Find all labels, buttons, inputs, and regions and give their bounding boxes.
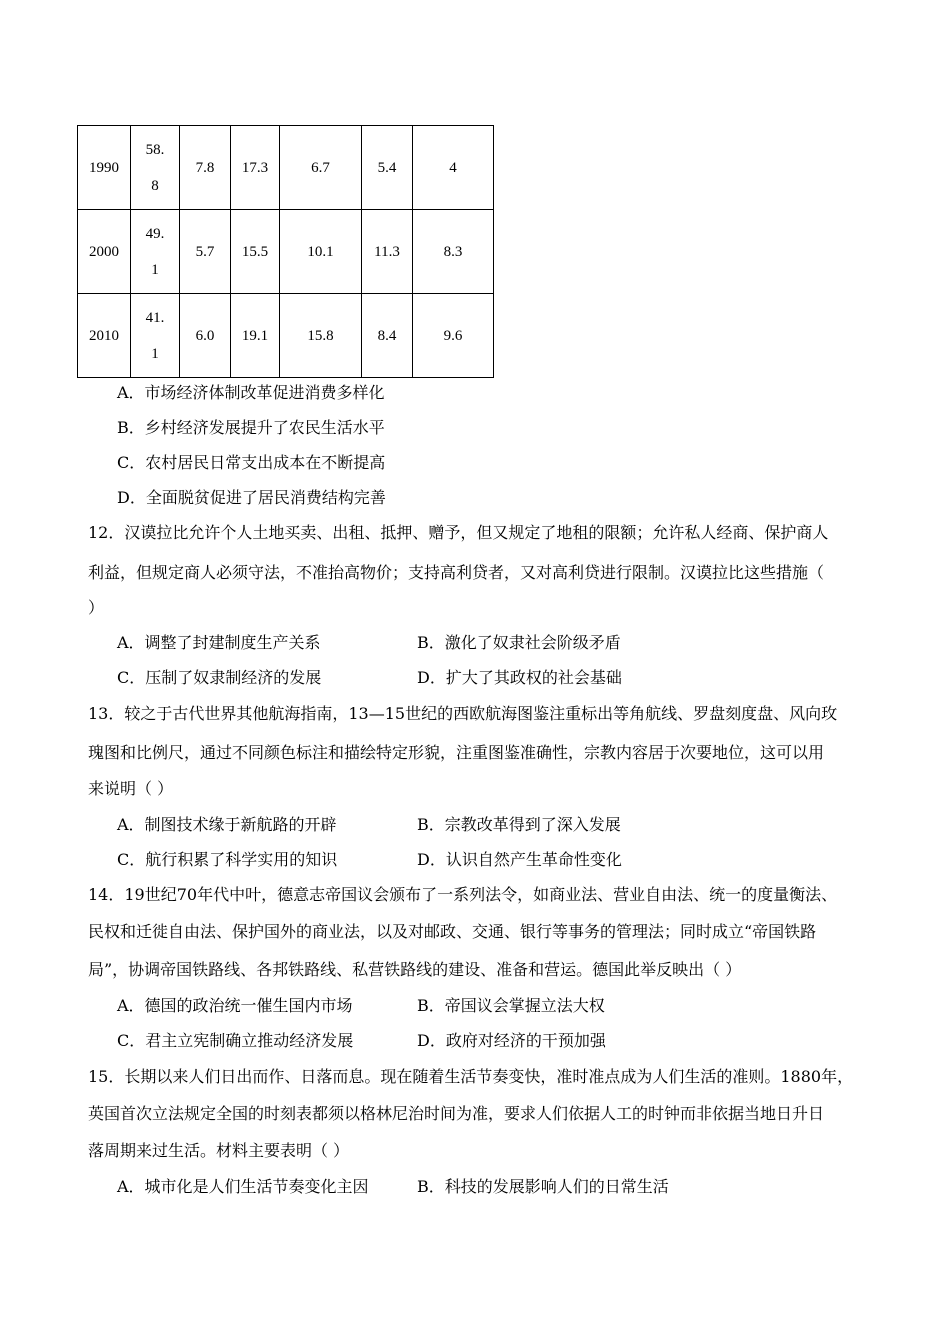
table-cell: 19.1: [231, 294, 280, 378]
q15-stem-line-2: 英国首次立法规定全国的时刻表都须以格林尼治时间为准，要求人们依据人工的时钟而非依据当地日升日: [88, 1104, 825, 1123]
table-cell: 8.4: [362, 294, 413, 378]
consumption-table: [77, 125, 494, 378]
table-cell: 17.3: [231, 126, 280, 210]
q14-option-c: C．君主立宪制确立推动经济发展: [117, 1031, 354, 1050]
table-cell: 2000: [78, 210, 131, 294]
table-cell: 15.5: [231, 210, 280, 294]
q13-stem-line-2: 瑰图和比例尺，通过不同颜色标注和描绘特定形貌，注重图鉴准确性，宗教内容居于次要地位，这可以用: [88, 743, 825, 762]
q15-option-a: A．城市化是人们生活节奏变化主因: [117, 1177, 369, 1196]
q13-option-a: A．制图技术缘于新航路的开辟: [117, 815, 337, 834]
q14-stem-line-1: 14．19世纪70年代中叶，德意志帝国议会颁布了一系列法令，如商业法、营业自由法、统一的度量衡法、: [88, 885, 838, 904]
table-cell: 6.0: [180, 294, 231, 378]
q13-stem-line-1: 13．较之于古代世界其他航海指南，13—15世纪的西欧航海图鉴注重标出等角航线、罗盘刻度盘、风向玫: [88, 704, 838, 723]
q12-stem-line-1: 12．汉谟拉比允许个人土地买卖、出租、抵押、赠予，但又规定了地租的限额；允许私人经商、保护商人: [88, 523, 829, 542]
q15-stem-line-1: 15．长期以来人们日出而作、日落而息。现在随着生活节奏变快，准时准点成为人们生活的准则。1880年，: [88, 1067, 854, 1086]
table-cell: 2010: [78, 294, 131, 378]
q12-stem-line-3: ）: [88, 598, 105, 617]
q13-stem-line-3: 来说明（ ）: [88, 779, 174, 798]
table-cell: 49. 1: [131, 210, 180, 294]
q14-option-d: D．政府对经济的干预加强: [417, 1031, 606, 1050]
q12-option-a: A．调整了封建制度生产关系: [117, 633, 321, 652]
q12-stem-line-2: 利益，但规定商人必须守法，不准抬高物价；支持高利贷者，又对高利贷进行限制。汉谟拉比这些措施（: [88, 563, 825, 582]
table-row: [78, 294, 494, 378]
q13-option-b: B．宗教改革得到了深入发展: [417, 815, 621, 834]
q11-option-d: D．全面脱贫促进了居民消费结构完善: [117, 488, 386, 507]
q14-stem-line-3: 局”，协调帝国铁路线、各邦铁路线、私营铁路线的建设、准备和营运。德国此举反映出（ ）: [88, 960, 742, 979]
table-row: [78, 210, 494, 294]
q11-option-c: C．农村居民日常支出成本在不断提高: [117, 453, 386, 472]
table-row: [78, 126, 494, 210]
q12-option-b: B．激化了奴隶社会阶级矛盾: [417, 633, 621, 652]
q14-option-b: B．帝国议会掌握立法大权: [417, 996, 605, 1015]
table-cell: 8.3: [413, 210, 494, 294]
table-cell: 58. 8: [131, 126, 180, 210]
table-cell: 5.4: [362, 126, 413, 210]
q13-option-d: D．认识自然产生革命性变化: [417, 850, 622, 869]
q13-option-c: C．航行积累了科学实用的知识: [117, 850, 338, 869]
q11-option-b: B．乡村经济发展提升了农民生活水平: [117, 418, 385, 437]
q15-option-b: B．科技的发展影响人们的日常生活: [417, 1177, 669, 1196]
q14-stem-line-2: 民权和迁徙自由法、保护国外的商业法，以及对邮政、交通、银行等事务的管理法；同时成立“帝国铁路: [88, 922, 817, 941]
table-cell: 1990: [78, 126, 131, 210]
q12-option-d: D．扩大了其政权的社会基础: [417, 668, 622, 687]
table-cell: 7.8: [180, 126, 231, 210]
q11-option-a: A．市场经济体制改革促进消费多样化: [117, 383, 385, 402]
q14-option-a: A．德国的政治统一催生国内市场: [117, 996, 353, 1015]
table-cell: 10.1: [280, 210, 362, 294]
table-cell: 4: [413, 126, 494, 210]
q12-option-c: C．压制了奴隶制经济的发展: [117, 668, 322, 687]
table-cell: 9.6: [413, 294, 494, 378]
table-cell: 5.7: [180, 210, 231, 294]
table-cell: 41. 1: [131, 294, 180, 378]
table-cell: 11.3: [362, 210, 413, 294]
table-cell: 6.7: [280, 126, 362, 210]
table-cell: 15.8: [280, 294, 362, 378]
q15-stem-line-3: 落周期来过生活。材料主要表明（ ）: [88, 1141, 350, 1160]
